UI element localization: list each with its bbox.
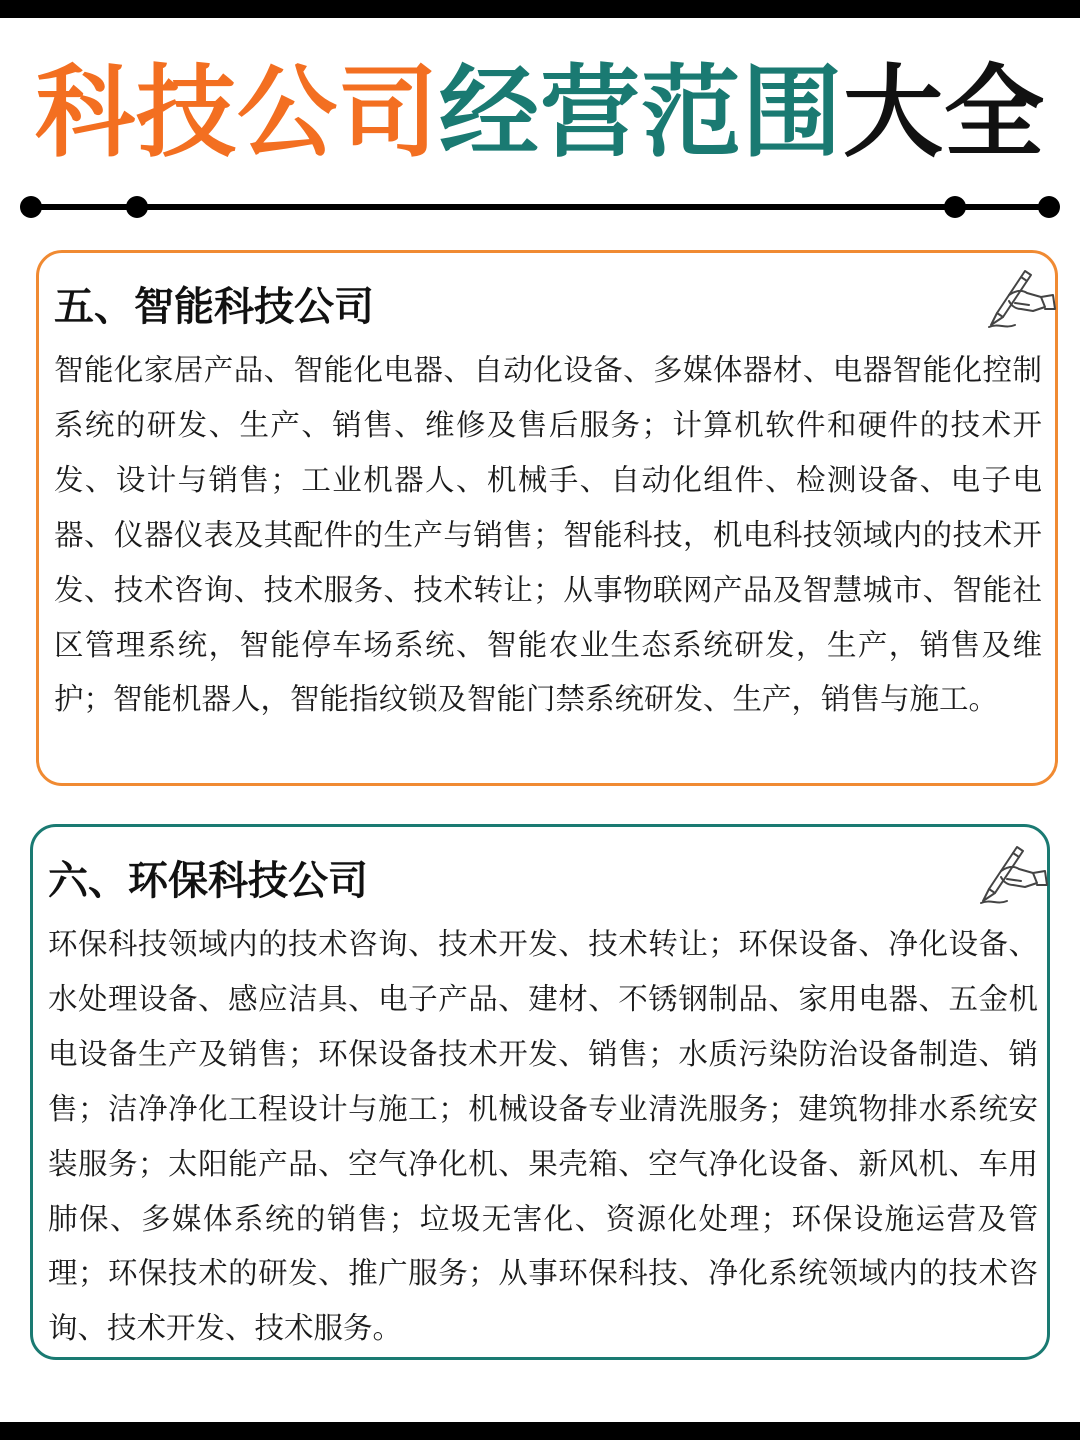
section-heading: 六、环保科技公司: [48, 858, 368, 904]
section-body: 智能化家居产品、智能化电器、自动化设备、多媒体器材、电器智能化控制系统的研发、生产、销售、维修及售后服务；计算机软件和硬件的技术开发、设计与销售；工业机器人、机械手、自动化组件、检测设备、电子电器、仪器仪表及其配件的生产与销售；智能科技，机电科技领域内的技术开发、技术咨询、技术服务、技术转让；从事物联网产品及智慧城市、智能社区管理系统，智能停车场系统、智能农业生态系统研发，生产，销售及维护；智能机器人，智能指纹锁及智能门禁系统研发、生产，销售与施工。: [54, 353, 1042, 717]
divider-line: [32, 204, 1048, 210]
bottom-border-bar: [0, 1422, 1080, 1440]
divider-dot: [1038, 196, 1060, 218]
title-part-tech-company: 科技公司: [35, 54, 439, 171]
title-divider: [20, 196, 1060, 218]
page-title: [0, 54, 1080, 171]
pen-writing-icon: [985, 269, 1059, 329]
pen-writing-icon: [977, 845, 1051, 905]
section-card-eco-tech: [30, 824, 1050, 1360]
section-body: 环保科技领域内的技术咨询、技术开发、技术转让；环保设备、净化设备、水处理设备、感应洁具、电子产品、建材、不锈钢制品、家用电器、五金机电设备生产及销售；环保设备技术开发、销售；水质污染防治设备制造、销售；洁净净化工程设计与施工；机械设备专业清洗服务；建筑物排水系统安装服务；太阳能产品、空气净化机、果壳箱、空气净化设备、新风机、车用肺保、多媒体系统的销售；垃圾无害化、资源化处理；环保设施运营及管理；环保技术的研发、推广服务；从事环保科技、净化系统领域内的技术咨询、技术开发、技术服务。: [48, 927, 1038, 1346]
divider-dot: [944, 196, 966, 218]
title-part-business-scope: 经营范围: [439, 54, 843, 171]
divider-dot: [20, 196, 42, 218]
section-heading: 五、智能科技公司: [54, 284, 374, 330]
divider-dot: [126, 196, 148, 218]
section-card-smart-tech: [36, 250, 1058, 786]
top-border-bar: [0, 0, 1080, 18]
title-part-complete-list: 大全: [843, 54, 1045, 171]
